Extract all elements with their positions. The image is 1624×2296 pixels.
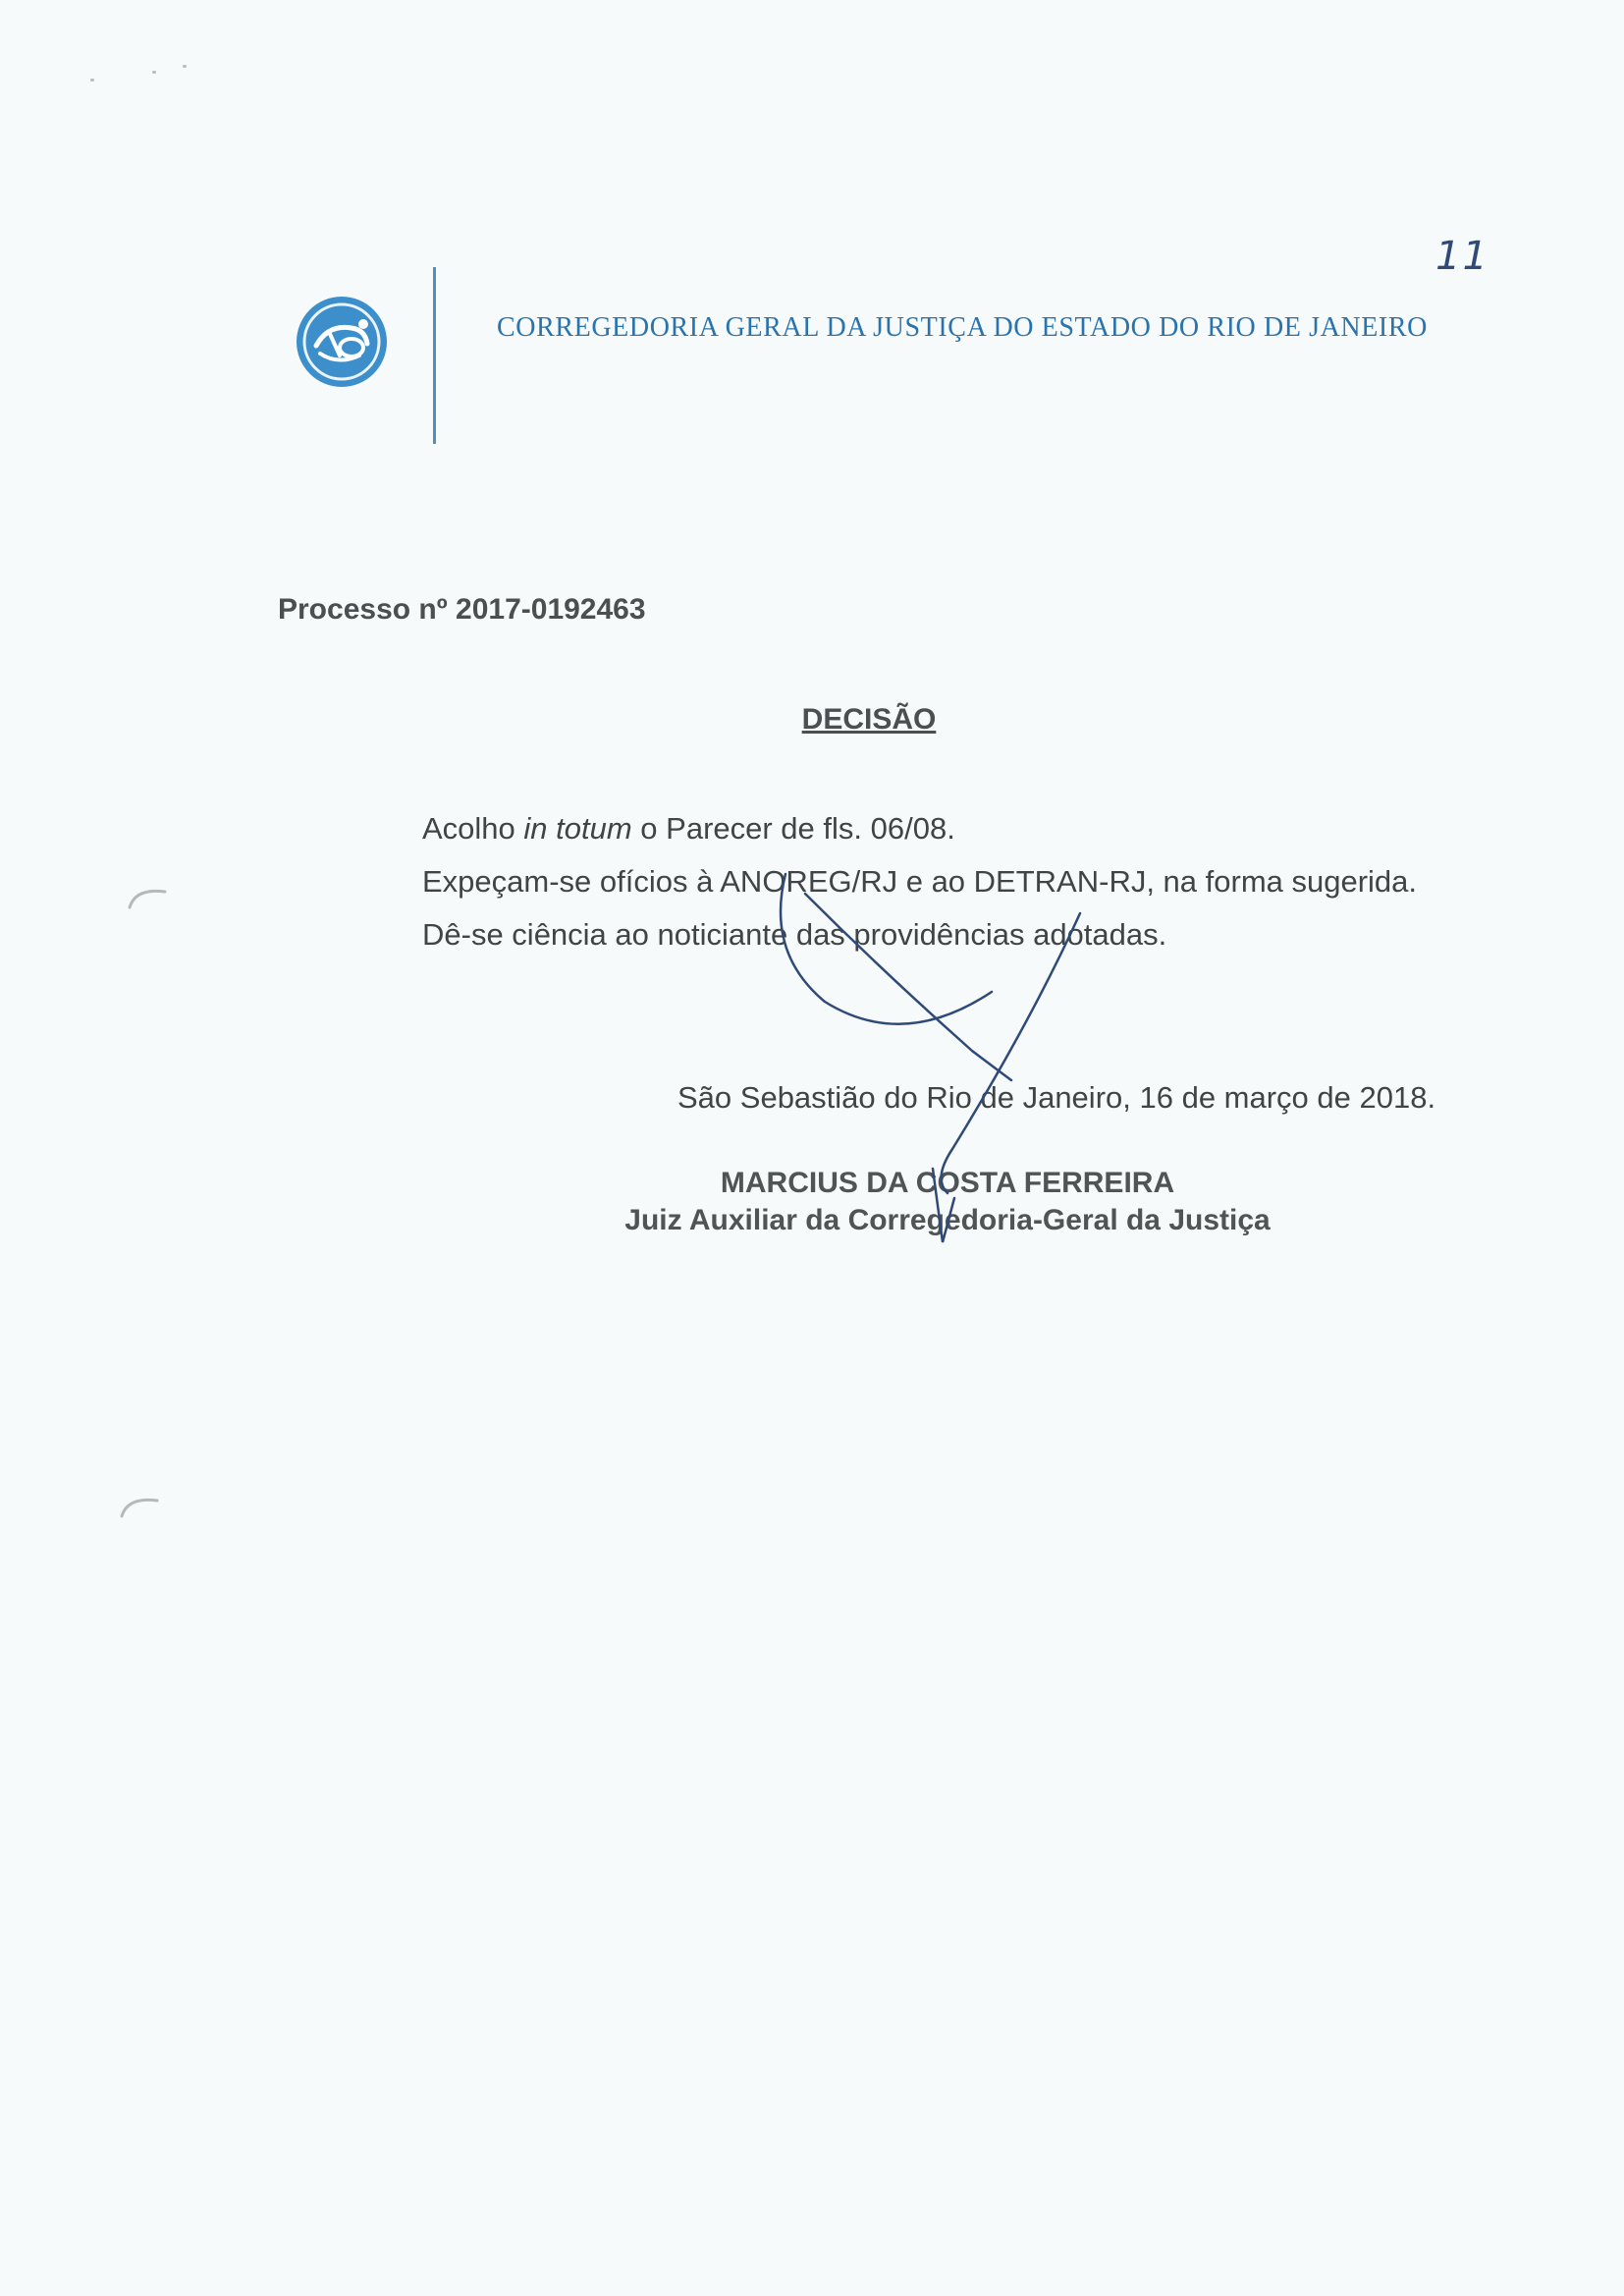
handwritten-signature bbox=[746, 854, 1119, 1267]
body-line-3: Dê-se ciência ao noticiante das providências adotadas. bbox=[422, 917, 1167, 952]
signer-name: MARCIUS DA COSTA FERREIRA bbox=[720, 1167, 1175, 1199]
document-title: DECISÃO bbox=[801, 703, 937, 736]
process-number: Processo nº 2017-0192463 bbox=[278, 593, 646, 626]
line1-italic: in totum bbox=[523, 811, 632, 846]
line1-suffix: o Parecer de fls. 06/08. bbox=[631, 811, 955, 846]
header-title: CORREGEDORIA GERAL DA JUSTIÇA DO ESTADO DO RIO DE JANEIRO bbox=[497, 312, 1428, 343]
corregedoria-seal-icon bbox=[295, 295, 389, 389]
body-line-1 bbox=[422, 811, 955, 847]
signer-role: Juiz Auxiliar da Corregedoria-Geral da Justiça bbox=[624, 1204, 1271, 1236]
header-divider bbox=[433, 267, 436, 444]
handwritten-page-number: 11 bbox=[1435, 234, 1489, 279]
date-line: São Sebastião do Rio de Janeiro, 16 de março de 2018. bbox=[677, 1080, 1436, 1115]
line1-prefix: Acolho bbox=[422, 811, 524, 846]
scan-speck bbox=[152, 71, 156, 74]
punch-hole-mark bbox=[118, 1491, 163, 1520]
scan-speck bbox=[183, 65, 187, 68]
body-line-2: Expeçam-se ofícios à ANOREG/RJ e ao DETRAN-RJ, na forma sugerida. bbox=[422, 864, 1418, 899]
punch-hole-mark bbox=[126, 882, 171, 911]
scan-speck bbox=[90, 79, 94, 82]
